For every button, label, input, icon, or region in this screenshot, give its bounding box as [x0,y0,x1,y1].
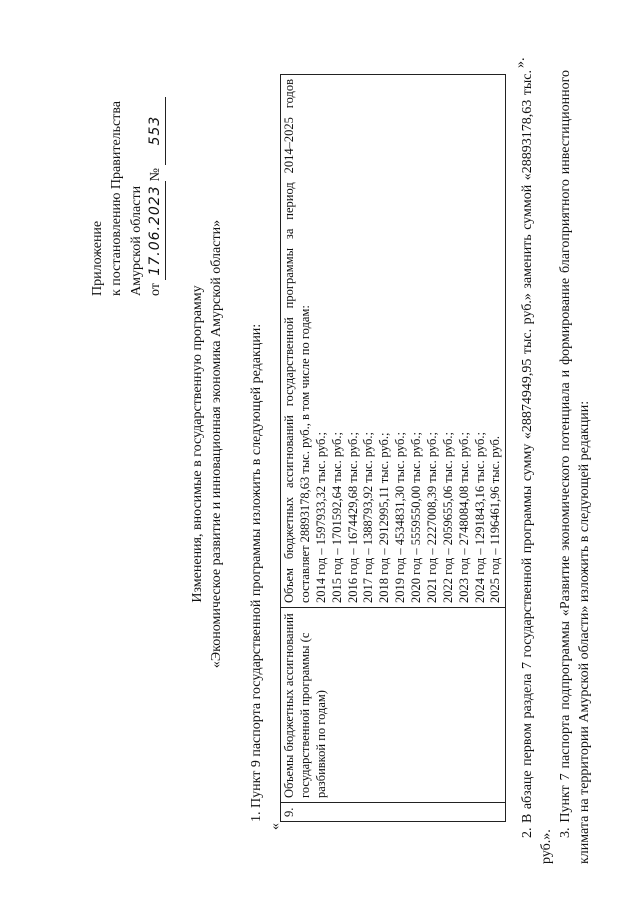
year-line: 2022 год – 2059655,06 тыс. руб.; [440,432,455,603]
year-line: 2025 год – 1196461,96 тыс. руб. [488,435,503,603]
title-line-1: Изменения, вносимые в государственную программу [190,285,205,603]
year-line: 2014 год – 1597933,32 тыс. руб.; [313,432,328,603]
year-line: 2021 год – 2227008,39 тыс. руб.; [424,432,439,603]
document-title [188,124,227,764]
year-line: 2024 год – 1291843,16 тыс. руб.; [472,432,487,603]
table-row [281,75,506,822]
year-line: 2023 год – 2748084,08 тыс. руб.; [456,432,471,603]
handwritten-date: 17.06.2023 [146,181,166,279]
value-intro-line-2: составляет 28893178,63 тыс. руб., в том числе по годам: [297,305,312,603]
appendix-line-1: к постановлению Правительства [109,100,125,296]
year-line: 2017 год – 1388793,92 тыс. руб.; [361,432,376,603]
appendix-header [88,46,166,296]
passport-table [280,74,506,822]
year-line: 2020 год – 5559550,00 тыс. руб.; [409,432,423,603]
item-2-text: 2. В абзаце первом раздела 7 государственной программы сумму «28874949,95 тыс. руб.» заменить суммой «28893178,63 тыс. руб.». [520,70,555,864]
item-3-text: 3. Пункт 7 паспорта подпрограммы «Развитие экономического потенциала и формирование благоприятного инвестиционного климата на территории Амурской области» изложить в следующей редакции: [558,70,593,864]
year-line: 2019 год – 4534831,30 тыс. руб.; [393,432,408,603]
date-prefix: от [147,283,163,296]
appendix-title: Приложение [90,220,105,296]
item-1-text: 1. Пункт 9 паспорта государственной программы изложить в следующей редакции: [249,323,264,822]
title-line-2: «Экономическое развитие и инновационная экономика Амурской области» [209,219,225,669]
number-prefix: № [147,168,163,182]
handwritten-number: 553 [146,97,166,165]
appendix-date-line [146,46,166,296]
year-line: 2018 год – 2912995,11 тыс. руб.; [377,432,392,603]
year-line: 2016 год – 1674429,68 тыс. руб.; [345,432,360,603]
row-value-cell [281,75,506,608]
appendix-line-2: Амурской области [128,185,144,296]
year-line: 2015 год – 1701592,64 тыс. руб.; [329,432,344,603]
row-label-cell: Объемы бюджетных ассигнований государственной программы (с разбивкой по годам) [281,608,506,803]
row-number-cell: 9. [281,803,506,822]
quote-close: ». [513,57,528,68]
value-intro-line-1: Объем бюджетных ассигнований государственной программы за период 2014–2025 годов [282,79,296,603]
quote-open: « [268,823,283,830]
